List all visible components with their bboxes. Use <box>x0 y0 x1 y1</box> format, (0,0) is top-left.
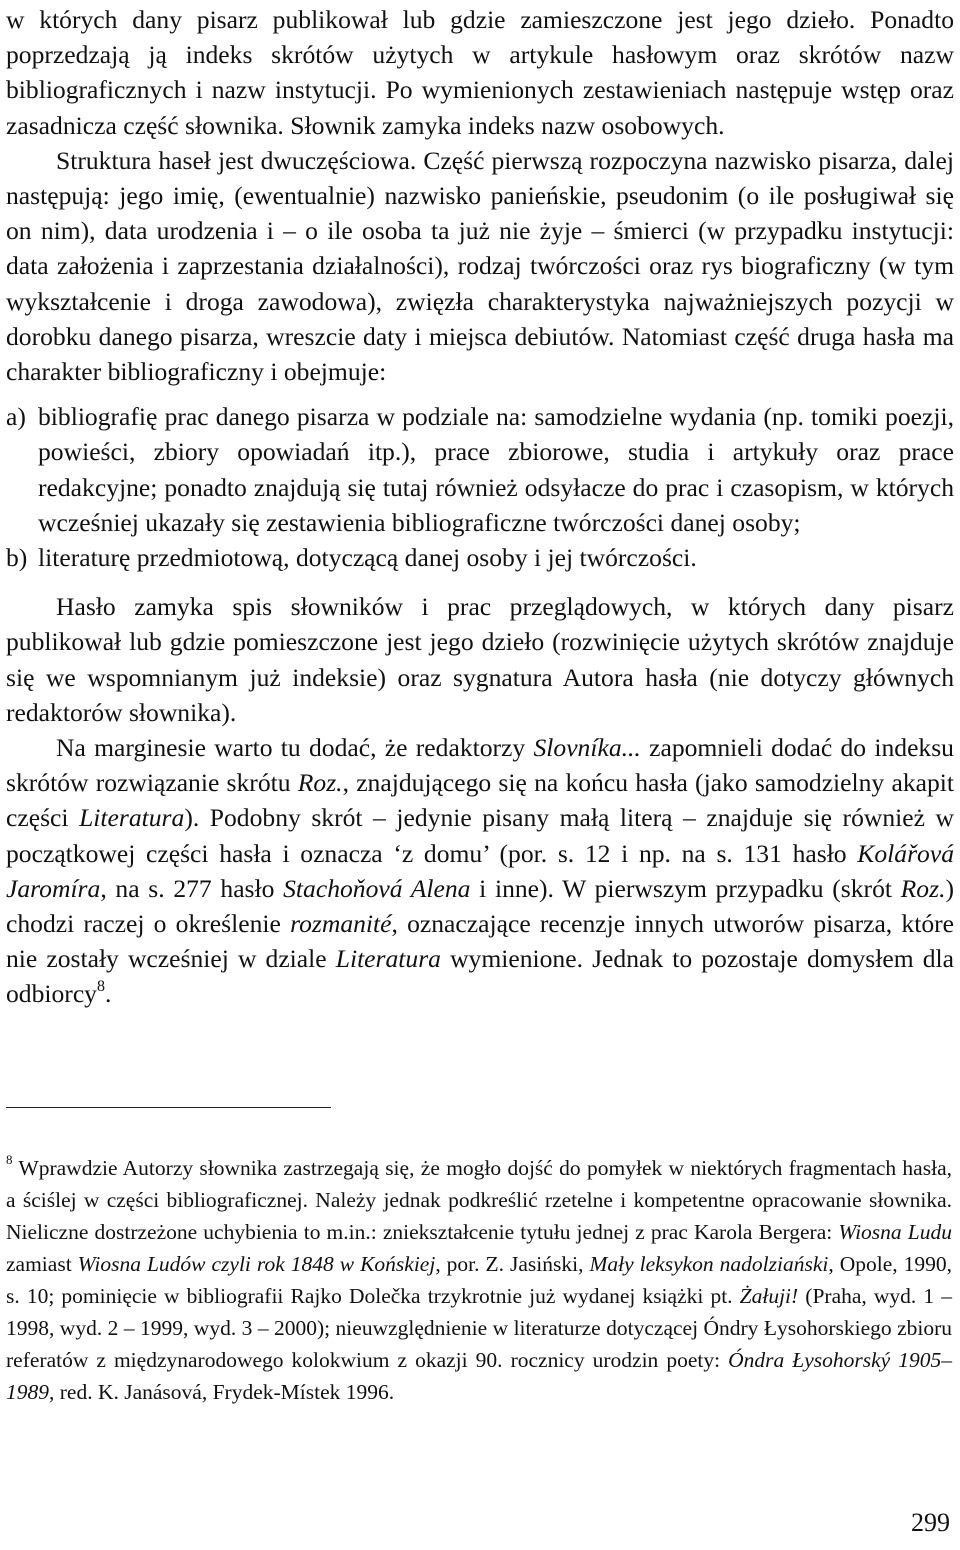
footnote-reference: 8 <box>96 977 105 995</box>
italic-run: Slovníka... <box>533 733 641 763</box>
italic-run: Wiosna Ludu <box>838 1220 952 1244</box>
paragraph-4 <box>6 730 954 1012</box>
list-text: literaturę przedmiotową, dotyczącą danej osoby i jej twórczości. <box>38 543 697 573</box>
text-run: wymienione. Jednak to pozostaje domysłem dla odbiorcy <box>6 944 954 1009</box>
text-run: , por. Z. Jasiński, <box>435 1252 590 1276</box>
text-run: Na marginesie warto tu dodać, że redaktorzy <box>56 733 534 763</box>
paragraph-1: w których dany pisarz publikował lub gdzie zamieszczone jest jego dzieło. Ponadto poprzedzają ją indeks skrótów użytych w artykule hasłowym oraz skrótów nazw bibliograficznych i nazw instytucji. Po wymienionych zestawieniach następuje wstęp oraz zasadnicza część słownika. Słownik zamyka indeks nazw osobowych. <box>6 5 954 140</box>
text-run: , Opole, 1990, s. 10; pominięcie w bibliografii Rajko Dolečka trzykrotnie już wydanej książki pt. <box>6 1252 953 1308</box>
text-run: , oznaczające recenzje innych utworów pisarza, które nie zostały wcześniej w dziale <box>6 909 954 974</box>
list-item <box>6 399 954 540</box>
italic-run: Literatura <box>335 944 441 974</box>
italic-run: Żałuji! <box>739 1284 799 1308</box>
italic-run: Literatura <box>79 803 185 833</box>
paragraph-3: Hasło zamyka spis słowników i prac przeglądowych, w których dany pisarz publikował lub gdzie pomieszczone jest jego dzieło (rozwinięcie użytych skrótów znajduje się we wspomnianym już indeksie) oraz sygnatura Autora hasła (nie dotyczy głównych redaktorów słownika). <box>6 592 954 727</box>
list-label: a) <box>6 402 26 432</box>
bibliography-list <box>6 399 954 575</box>
text-run: (Praha, wyd. 1 – 1998, wyd. 2 – 1999, wyd. 3 – 2000); nieuwzględnienie w literaturze dotyczącej Óndry Łysohorskiego zbioru referatów z międzynarodowego kolokwium z okazji 90. rocznicy urodzin poety: <box>6 1284 953 1372</box>
text-run: zamiast <box>6 1252 78 1276</box>
italic-run: Wiosna Ludów czyli rok 1848 w Końskiej <box>77 1252 436 1276</box>
text-run: . <box>104 979 112 1009</box>
text-run: ). Podobny skrót – jedynie pisany małą literą – znajduje się również w początkowej części hasła i oznacza ‘z domu’ (por. s. 12 i np. na s. 131 hasło <box>6 803 954 868</box>
italic-run: Stachoňová Alena <box>283 873 471 903</box>
text-run: zapomnieli dodać do indeksu skrótów rozwiązanie skrótu <box>6 733 954 798</box>
italic-run: Roz. <box>297 768 343 798</box>
list-text: bibliografię prac danego pisarza w podziale na: samodzielne wydania (np. tomiki poezji, powieści, zbiory opowiadań itp.), prace zbiorowe, studia i artykuły oraz prace redakcyjne; ponadto znajdują się tutaj również odsyłacze do prac i czasopism, w których wcześniej ukazały się zestawienia bibliograficzne twórczości danej osoby; <box>38 402 954 537</box>
italic-run: Óndra Łysohorský 1905–1989 <box>6 1348 952 1404</box>
italic-run: rozmanité <box>290 909 392 939</box>
list-label: b) <box>6 543 28 573</box>
italic-run: Mały leksykon nadolziański <box>589 1252 829 1276</box>
footnote-mark: 8 <box>6 1151 13 1167</box>
italic-run: Kolářová Jaromíra <box>6 838 954 903</box>
footnote-separator <box>6 1107 331 1108</box>
text-run: Wprawdzie Autorzy słownika zastrzegają się, że mogło dojść do pomyłek w niektórych fragmentach hasła, a ściślej w części bibliograficznej. Należy jednak podkreślić rzetelne i kompetentne opracowanie słownika. Nieliczne dostrzeżone uchybienia to m.in.: zniekształcenie tytułu jednej z prac Karola Bergera: <box>6 1156 952 1244</box>
text-run: , na s. 277 hasło <box>100 873 284 903</box>
text-run: i inne). W pierwszym przypadku (skrót <box>470 873 901 903</box>
text-run: ) chodzi raczej o określenie <box>6 873 954 939</box>
text-run: , znajdującego się na końcu hasła (jako samodzielny akapit części <box>6 768 954 833</box>
footnote-8 <box>6 1152 952 1408</box>
italic-run: Roz. <box>900 873 946 903</box>
page-number: 299 <box>911 1508 950 1537</box>
text-run: , red. K. Janásová, Frydek-Místek 1996. <box>49 1380 395 1404</box>
main-text <box>6 2 954 1012</box>
list-item <box>6 540 954 575</box>
paragraph-2: Struktura haseł jest dwuczęściowa. Część pierwszą rozpoczyna nazwisko pisarza, dalej następują: jego imię, (ewentualnie) nazwisko panieńskie, pseudonim (o ile posługiwał się on nim), data urodzenia i – o ile osoba ta już nie żyje – śmierci (w przypadku instytucji: data założenia i zaprzestania działalności), rodzaj twórczości oraz rys biograficzny (w tym wykształcenie i droga zawodowa), zwięzła charakterystyka najważniejszych pozycji w dorobku danego pisarza, wreszcie daty i miejsca debiutów. Natomiast część druga hasła ma charakter bibliograficzny i obejmuje: <box>6 145 954 387</box>
